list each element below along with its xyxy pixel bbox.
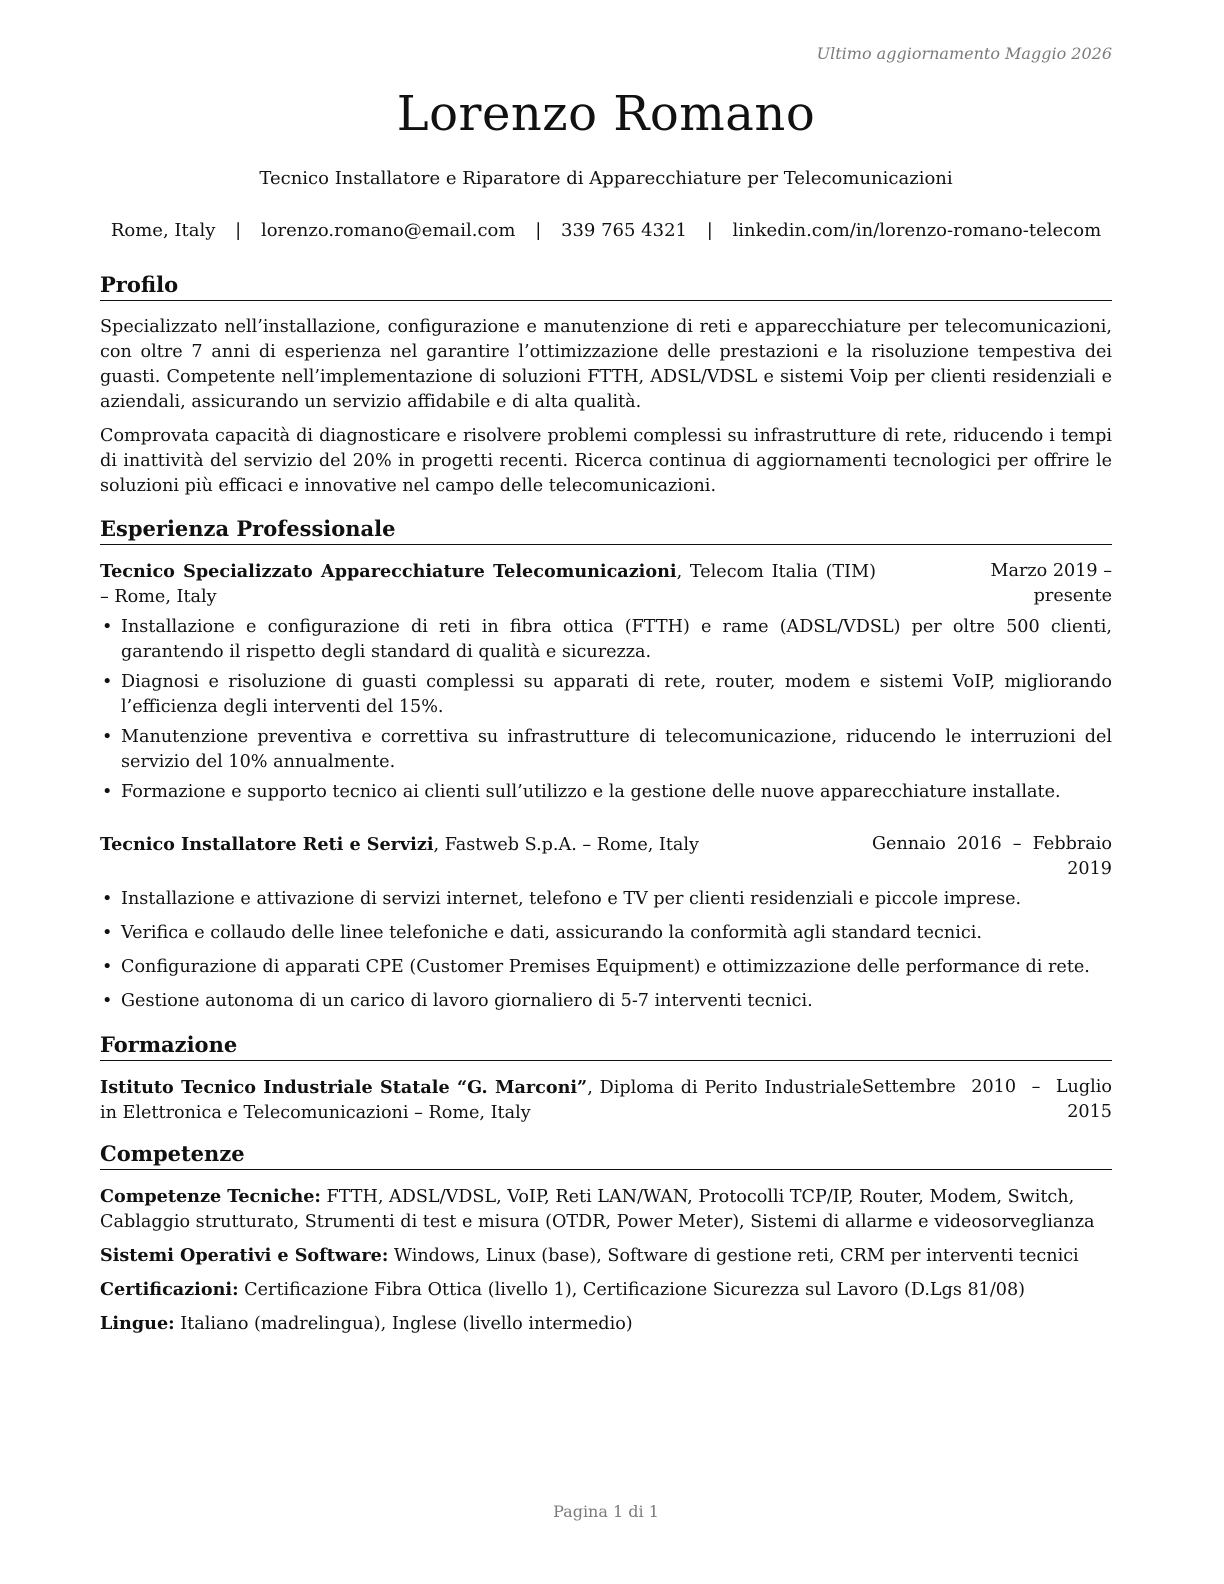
profile-section: [100, 271, 1112, 499]
experience-section: [100, 515, 1112, 1014]
section-title-experience: Esperienza Professionale: [100, 515, 1112, 545]
profile-paragraph: Comprovata capacità di diagnosticare e risolvere problemi complessi su infrastrutture di rete, riducendo i tempi di inattività del servizio del 20% in progetti recenti. Ricerca continua di aggiornamenti tecnologici per offrire le soluzioni più efficaci e innovative nel campo delle telecomunicazioni.: [100, 426, 1112, 496]
education-section: [100, 1031, 1112, 1126]
skills-section: [100, 1140, 1112, 1337]
skill-label: Sistemi Operativi e Software:: [100, 1245, 389, 1266]
job-header: [100, 832, 1112, 882]
contact-location: Rome, Italy: [110, 220, 216, 241]
section-title-profile: Profilo: [100, 271, 1112, 301]
skill-row: [100, 1311, 1112, 1337]
school-name: Istituto Tecnico Industriale Statale “G. Marconi”: [100, 1077, 588, 1098]
list-item: • Configurazione di apparati CPE (Customer Premises Equipment) e ottimizzazione delle performance di rete.: [100, 955, 1112, 980]
job-role: Tecnico Installatore Reti e Servizi: [100, 834, 434, 855]
contact-email[interactable]: lorenzo.romano@email.com: [260, 220, 516, 241]
contact-separator: |: [235, 220, 242, 241]
resume-page: [100, 0, 1112, 1584]
job-company: , Telecom Italia (TIM) – Rome, Italy: [100, 562, 876, 607]
job-title: Tecnico Installatore e Riparatore di Apparecchiature per Telecomunicazioni: [259, 168, 953, 189]
contact-line: [100, 220, 1112, 241]
skill-value: Italiano (madrelingua), Inglese (livello intermedio): [174, 1314, 633, 1334]
contact-separator: |: [535, 220, 542, 241]
skill-row: [100, 1277, 1112, 1303]
skill-value: Certificazione Fibra Ottica (livello 1), Certificazione Sicurezza sul Lavoro (D.Lgs 81/08): [238, 1280, 1026, 1300]
job-company: , Fastweb S.p.A. – Rome, Italy: [433, 835, 699, 855]
skill-label: Competenze Tecniche:: [100, 1186, 321, 1207]
list-item: • Formazione e supporto tecnico ai clienti sull’utilizzo e la gestione delle nuove apparecchiature installate.: [100, 780, 1112, 805]
job-role-line: [100, 559, 876, 610]
skill-value: FTTH, ADSL/VDSL, VoIP, Reti LAN/WAN, Protocolli TCP/IP, Router, Modem, Switch, Cablaggio strutturato, Strumenti di test e misura (OTDR, Power Meter), Sistemi di allarme e videosorveglianza: [100, 1187, 1095, 1232]
skill-row: [100, 1184, 1112, 1235]
job-bullets: [100, 615, 1112, 805]
skill-label: Certificazioni:: [100, 1279, 239, 1300]
list-item: • Installazione e configurazione di reti in fibra ottica (FTTH) e rame (ADSL/VDSL) per oltre 500 clienti, garantendo il rispetto degli standard di qualità e sicurezza.: [100, 615, 1112, 665]
education-dates: Settembre 2010 – Luglio 2015: [862, 1077, 1112, 1122]
skill-label: Lingue:: [100, 1313, 175, 1334]
list-item: • Verifica e collaudo delle linee telefoniche e dati, assicurando la conformità agli standard tecnici.: [100, 921, 1112, 946]
contact-linkedin[interactable]: linkedin.com/in/lorenzo-romano-telecom: [732, 220, 1102, 241]
job-dates: Gennaio 2016 – Febbraio 2019: [872, 834, 1112, 879]
degree-detail: , Diploma di Perito Industriale in Elettronica e Telecomunicazioni – Rome, Italy: [100, 1078, 862, 1123]
education-entry: [100, 1075, 1112, 1126]
skill-row: [100, 1243, 1112, 1269]
section-title-education: Formazione: [100, 1031, 1112, 1061]
contact-phone[interactable]: 339 765 4321: [561, 220, 687, 241]
job-role: Tecnico Specializzato Apparecchiature Telecomunicazioni: [100, 561, 677, 582]
list-item: • Installazione e attivazione di servizi internet, telefono e TV per clienti residenziali e piccole imprese.: [100, 887, 1112, 912]
list-item: • Diagnosi e risoluzione di guasti complessi su apparati di rete, router, modem e sistemi VoIP, migliorando l’efficienza degli interventi del 15%.: [100, 670, 1112, 720]
job-bullets: [100, 887, 1112, 1014]
candidate-name: Lorenzo Romano: [396, 86, 816, 142]
education-line: [100, 1075, 862, 1126]
list-item: • Manutenzione preventiva e correttiva su infrastrutture di telecomunicazione, riducendo le interruzioni del servizio del 10% annualmente.: [100, 725, 1112, 775]
job-role-line: [100, 832, 872, 858]
last-updated: Ultimo aggiornamento Maggio 2026: [816, 44, 1112, 63]
section-title-skills: Competenze: [100, 1140, 1112, 1170]
job-header: [100, 559, 1112, 610]
job-dates: Marzo 2019 – presente: [990, 561, 1112, 606]
skill-value: Windows, Linux (base), Software di gestione reti, CRM per interventi tecnici: [388, 1246, 1079, 1266]
page-number: Pagina 1 di 1: [553, 1502, 659, 1521]
profile-paragraph: Specializzato nell’installazione, configurazione e manutenzione di reti e apparecchiature per telecomunicazioni, con oltre 7 anni di esperienza nel garantire l’ottimizzazione delle prestazioni e la risoluzione tempestiva dei guasti. Competente nell’implementazione di soluzioni FTTH, ADSL/VDSL e sistemi Voip per clienti residenziali e aziendali, assicurando un servizio affidabile e di alta qualità.: [100, 317, 1112, 412]
list-item: • Gestione autonoma di un carico di lavoro giornaliero di 5-7 interventi tecnici.: [100, 989, 1112, 1014]
contact-separator: |: [706, 220, 713, 241]
